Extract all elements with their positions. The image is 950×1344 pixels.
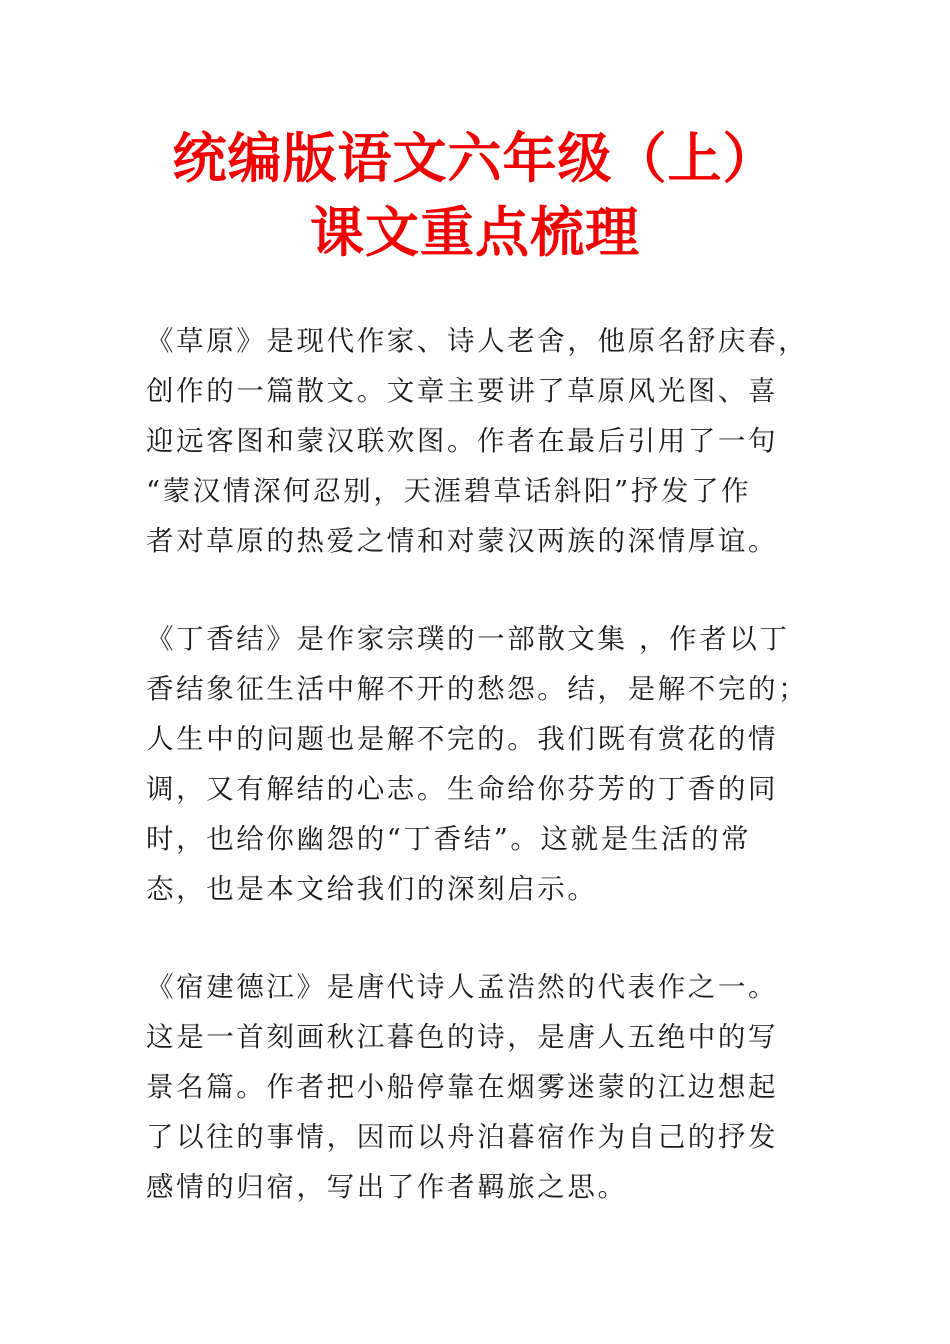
paragraph-line: 态，也是本文给我们的深刻启示。 <box>146 873 598 905</box>
paragraph-line: 感情的归宿，写出了作者羁旅之思。 <box>146 1171 628 1203</box>
paragraph-line: 创作的一篇散文。文章主要讲了草原风光图、喜 <box>146 375 779 407</box>
paragraph-line: 《宿建德江》是唐代诗人孟浩然的代表作之一。 <box>146 971 779 1003</box>
paragraph-line: 香结象征生活中解不开的愁怨。结，是解不完的； <box>146 673 809 705</box>
paragraph-sujiandejiang <box>146 962 836 1212</box>
paragraph-line: 迎远客图和蒙汉联欢图。作者在最后引用了一句 <box>146 425 779 457</box>
paragraph-line: 调，又有解结的心志。生命给你芬芳的丁香的同 <box>146 773 779 805</box>
paragraph-line: 《丁香结》是作家宗璞的一部散文集 ，作者以丁 <box>146 623 790 655</box>
paragraph-dingxiangjie <box>146 614 836 914</box>
paragraph-line: 《草原》是现代作家、诗人老舍，他原名舒庆春， <box>146 325 809 357</box>
paragraph-line: 了以往的事情，因而以舟泊暮宿作为自己的抒发 <box>146 1121 779 1153</box>
title-line-1: 统编版语文六年级（上） <box>172 127 778 190</box>
paragraph-line: “蒙汉情深何忍别，天涯碧草话斜阳”抒发了作 <box>146 475 752 507</box>
paragraph-line: 景名篇。作者把小船停靠在烟雾迷蒙的江边想起 <box>146 1071 779 1103</box>
paragraph-caoyuan <box>146 316 836 566</box>
paragraph-line: 时，也给你幽怨的“丁香结”。这就是生活的常 <box>146 823 752 855</box>
paragraph-line: 这是一首刻画秋江暮色的诗，是唐人五绝中的写 <box>146 1021 779 1053</box>
paragraph-line: 者对草原的热爱之情和对蒙汉两族的深情厚谊。 <box>146 525 779 557</box>
paragraph-line: 人生中的问题也是解不完的。我们既有赏花的情 <box>146 723 779 755</box>
title-line-2: 课文重点梳理 <box>310 201 640 264</box>
